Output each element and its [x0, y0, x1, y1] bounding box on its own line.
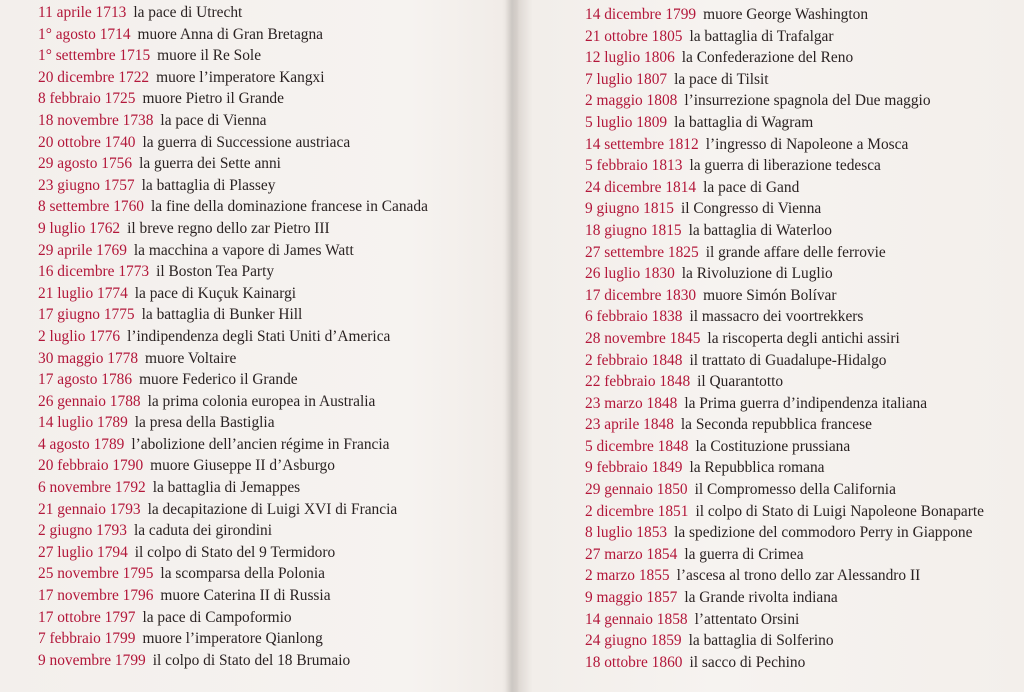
- timeline-entry: [585, 652, 1024, 674]
- entry-date: 8 settembre 1760: [38, 198, 144, 216]
- left-page: [0, 0, 510, 692]
- entry-date: 9 luglio 1762: [38, 219, 121, 237]
- entry-date: 21 luglio 1774: [38, 284, 128, 302]
- entry-date: 21 ottobre 1805: [585, 27, 683, 45]
- entry-event: la pace di Utrecht: [133, 4, 243, 21]
- entry-event: la pace di Campoformio: [142, 608, 292, 626]
- timeline-entry: [585, 306, 1024, 328]
- entry-date: 17 agosto 1786: [38, 371, 133, 389]
- entry-date: 29 agosto 1756: [38, 155, 133, 173]
- entry-date: 12 luglio 1806: [585, 49, 675, 67]
- entry-date: 23 giugno 1757: [38, 176, 135, 194]
- entry-event: muore Caterina II di Russia: [160, 587, 331, 605]
- timeline-list-right: [512, 0, 1024, 673]
- timeline-entry: [38, 326, 510, 348]
- entry-date: 5 luglio 1809: [585, 113, 668, 131]
- timeline-entry: [38, 348, 510, 370]
- timeline-entry: [585, 393, 1024, 415]
- timeline-entry: [38, 477, 510, 499]
- entry-event: la Costituzione prussiana: [695, 437, 851, 455]
- timeline-entry: [38, 24, 510, 46]
- entry-event: la presa della Bastiglia: [134, 414, 275, 432]
- entry-event: il massacro dei voortrekkers: [689, 308, 864, 326]
- timeline-entry: [38, 542, 510, 564]
- timeline-entry: [38, 391, 510, 413]
- entry-date: 14 dicembre 1799: [585, 6, 697, 23]
- entry-event: la caduta dei girondini: [133, 522, 272, 540]
- timeline-entry: [38, 607, 510, 629]
- timeline-entry: [585, 328, 1024, 350]
- entry-event: la battaglia di Wagram: [674, 113, 814, 131]
- timeline-list-left: [0, 0, 510, 671]
- entry-date: 23 aprile 1848: [585, 416, 674, 434]
- entry-event: la spedizione del commodoro Perry in Giappone: [674, 524, 973, 542]
- entry-event: la riscoperta degli antichi assiri: [707, 329, 900, 347]
- entry-event: muore il Re Sole: [157, 47, 262, 65]
- entry-event: la Confederazione del Reno: [681, 49, 854, 67]
- timeline-entry: [38, 218, 510, 240]
- timeline-entry: [38, 261, 510, 283]
- timeline-entry: [585, 479, 1024, 501]
- timeline-entry: [585, 565, 1024, 587]
- entry-date: 20 dicembre 1722: [38, 68, 150, 86]
- timeline-entry: [585, 26, 1024, 48]
- timeline-entry: [585, 47, 1024, 69]
- entry-event: la macchina a vapore di James Watt: [133, 241, 354, 259]
- entry-event: la battaglia di Trafalgar: [689, 27, 834, 45]
- entry-date: 9 maggio 1857: [585, 589, 678, 607]
- entry-date: 4 agosto 1789: [38, 435, 125, 453]
- entry-event: l’ingresso di Napoleone a Mosca: [705, 135, 909, 153]
- entry-event: la guerra di Crimea: [684, 545, 804, 563]
- entry-event: il colpo di Stato di Luigi Napoleone Bonaparte: [695, 502, 984, 520]
- entry-event: il trattato di Guadalupe-Hidalgo: [689, 351, 887, 369]
- entry-date: 2 febbraio 1848: [585, 351, 683, 369]
- entry-date: 16 dicembre 1773: [38, 263, 150, 281]
- timeline-entry: [38, 628, 510, 650]
- right-page: [512, 0, 1024, 692]
- entry-date: 14 luglio 1789: [38, 414, 128, 432]
- timeline-entry: [585, 263, 1024, 285]
- entry-date: 6 febbraio 1838: [585, 308, 683, 326]
- timeline-entry: [585, 371, 1024, 393]
- timeline-entry: [38, 2, 510, 24]
- entry-event: il Quarantotto: [697, 373, 784, 391]
- timeline-entry: [38, 196, 510, 218]
- timeline-entry: [585, 198, 1024, 220]
- timeline-entry: [585, 587, 1024, 609]
- entry-event: la guerra di liberazione tedesca: [689, 157, 881, 175]
- entry-date: 8 luglio 1853: [585, 524, 668, 542]
- timeline-entry: [585, 134, 1024, 156]
- entry-event: la battaglia di Plassey: [141, 176, 276, 194]
- timeline-entry: [585, 155, 1024, 177]
- entry-event: la Rivoluzione di Luglio: [681, 265, 833, 283]
- entry-event: il Compromesso della California: [694, 481, 896, 499]
- entry-event: il colpo di Stato del 9 Termidoro: [134, 543, 336, 561]
- entry-event: il colpo di Stato del 18 Brumaio: [152, 651, 351, 669]
- timeline-entry: [38, 650, 510, 672]
- timeline-entry: [585, 242, 1024, 264]
- entry-event: la guerra di Successione austriaca: [142, 133, 351, 151]
- entry-event: la pace di Gand: [703, 178, 800, 196]
- timeline-entry: [585, 501, 1024, 523]
- timeline-entry: [585, 630, 1024, 652]
- entry-event: il Congresso di Vienna: [680, 200, 822, 218]
- entry-event: l’attentato Orsini: [694, 610, 800, 628]
- timeline-entry: [585, 457, 1024, 479]
- timeline-entry: [585, 4, 1024, 26]
- timeline-entry: [585, 414, 1024, 436]
- entry-date: 17 novembre 1796: [38, 587, 154, 605]
- entry-date: 5 dicembre 1848: [585, 437, 689, 455]
- entry-event: muore Pietro il Grande: [142, 90, 284, 108]
- timeline-entry: [38, 563, 510, 585]
- entry-date: 23 marzo 1848: [585, 394, 678, 412]
- entry-date: 27 luglio 1794: [38, 543, 128, 561]
- entry-event: il breve regno dello zar Pietro III: [127, 219, 330, 237]
- entry-event: l’insurrezione spagnola del Due maggio: [684, 92, 931, 110]
- entry-event: l’indipendenza degli Stati Uniti d’America: [127, 327, 391, 345]
- timeline-entry: [38, 283, 510, 305]
- entry-event: muore Simón Bolívar: [703, 286, 837, 304]
- entry-date: 2 giugno 1793: [38, 522, 127, 540]
- entry-event: il Boston Tea Party: [156, 263, 275, 281]
- entry-event: la fine della dominazione francese in Canada: [151, 198, 428, 216]
- timeline-entry: [38, 110, 510, 132]
- entry-date: 29 gennaio 1850: [585, 481, 688, 499]
- entry-event: la pace di Kuçuk Kainargi: [134, 284, 297, 302]
- entry-event: la scomparsa della Polonia: [160, 565, 325, 583]
- timeline-entry: [585, 544, 1024, 566]
- entry-date: 24 dicembre 1814: [585, 178, 697, 196]
- entry-date: 25 novembre 1795: [38, 565, 154, 583]
- entry-date: 26 luglio 1830: [585, 265, 675, 283]
- timeline-entry: [585, 69, 1024, 91]
- entry-date: 7 luglio 1807: [585, 70, 668, 88]
- entry-date: 17 giugno 1775: [38, 306, 135, 324]
- timeline-entry: [38, 412, 510, 434]
- entry-date: 20 febbraio 1790: [38, 457, 144, 475]
- entry-event: la Prima guerra d’indipendenza italiana: [684, 394, 928, 412]
- entry-date: 14 settembre 1812: [585, 135, 699, 153]
- entry-date: 11 aprile 1713: [38, 4, 127, 21]
- entry-date: 18 ottobre 1860: [585, 653, 683, 671]
- entry-event: la battaglia di Solferino: [688, 632, 834, 650]
- entry-event: la Grande rivolta indiana: [684, 589, 838, 607]
- entry-date: 14 gennaio 1858: [585, 610, 688, 628]
- entry-date: 9 febbraio 1849: [585, 459, 683, 477]
- entry-date: 24 giugno 1859: [585, 632, 682, 650]
- entry-date: 2 luglio 1776: [38, 327, 121, 345]
- entry-event: l’ascesa al trono dello zar Alessandro II: [676, 567, 921, 585]
- entry-date: 2 maggio 1808: [585, 92, 678, 110]
- entry-event: il sacco di Pechino: [689, 653, 806, 671]
- entry-date: 30 maggio 1778: [38, 349, 139, 367]
- entry-event: la decapitazione di Luigi XVI di Francia: [147, 500, 398, 518]
- entry-event: muore l’imperatore Qianlong: [142, 630, 323, 648]
- entry-event: la pace di Vienna: [160, 111, 267, 129]
- entry-date: 27 marzo 1854: [585, 545, 678, 563]
- entry-event: muore l’imperatore Kangxi: [156, 68, 325, 86]
- entry-date: 9 giugno 1815: [585, 200, 674, 218]
- entry-date: 1° settembre 1715: [38, 47, 151, 65]
- timeline-entry: [38, 67, 510, 89]
- entry-event: l’abolizione dell’ancien régime in Francia: [131, 435, 390, 453]
- entry-date: 29 aprile 1769: [38, 241, 127, 259]
- timeline-entry: [38, 455, 510, 477]
- timeline-entry: [38, 88, 510, 110]
- entry-event: la battaglia di Jemappes: [152, 479, 301, 497]
- entry-date: 17 dicembre 1830: [585, 286, 697, 304]
- timeline-entry: [38, 153, 510, 175]
- entry-date: 26 gennaio 1788: [38, 392, 141, 410]
- entry-date: 9 novembre 1799: [38, 651, 146, 669]
- timeline-entry: [585, 350, 1024, 372]
- timeline-entry: [38, 499, 510, 521]
- timeline-entry: [585, 436, 1024, 458]
- timeline-entry: [38, 240, 510, 262]
- entry-date: 2 marzo 1855: [585, 567, 670, 585]
- timeline-entry: [585, 522, 1024, 544]
- timeline-entry: [38, 369, 510, 391]
- entry-event: muore Giuseppe II d’Asburgo: [150, 457, 335, 475]
- entry-event: muore Federico il Grande: [139, 371, 298, 389]
- timeline-entry: [585, 609, 1024, 631]
- timeline-entry: [38, 520, 510, 542]
- entry-date: 18 novembre 1738: [38, 111, 154, 129]
- entry-date: 22 febbraio 1848: [585, 373, 691, 391]
- entry-date: 21 gennaio 1793: [38, 500, 141, 518]
- timeline-entry: [38, 45, 510, 67]
- entry-date: 5 febbraio 1813: [585, 157, 683, 175]
- entry-event: muore George Washington: [703, 6, 869, 23]
- entry-date: 7 febbraio 1799: [38, 630, 136, 648]
- entry-date: 28 novembre 1845: [585, 329, 701, 347]
- timeline-entry: [38, 132, 510, 154]
- entry-event: la Repubblica romana: [689, 459, 825, 477]
- timeline-entry: [585, 90, 1024, 112]
- timeline-entry: [585, 112, 1024, 134]
- timeline-entry: [38, 585, 510, 607]
- entry-date: 17 ottobre 1797: [38, 608, 136, 626]
- entry-event: la battaglia di Waterloo: [688, 221, 832, 239]
- entry-date: 27 settembre 1825: [585, 243, 699, 261]
- timeline-entry: [585, 220, 1024, 242]
- entry-event: la battaglia di Bunker Hill: [141, 306, 303, 324]
- timeline-entry: [585, 285, 1024, 307]
- timeline-entry: [38, 434, 510, 456]
- entry-event: la pace di Tilsit: [674, 70, 769, 88]
- timeline-entry: [38, 175, 510, 197]
- entry-event: la prima colonia europea in Australia: [147, 392, 376, 410]
- entry-event: la Seconda repubblica francese: [680, 416, 872, 434]
- entry-date: 1° agosto 1714: [38, 25, 131, 43]
- entry-date: 2 dicembre 1851: [585, 502, 689, 520]
- entry-event: muore Anna di Gran Bretagna: [137, 25, 323, 43]
- entry-date: 18 giugno 1815: [585, 221, 682, 239]
- timeline-entry: [585, 177, 1024, 199]
- timeline-entry: [38, 304, 510, 326]
- entry-date: 6 novembre 1792: [38, 479, 146, 497]
- entry-event: il grande affare delle ferrovie: [705, 243, 886, 261]
- entry-date: 20 ottobre 1740: [38, 133, 136, 151]
- entry-date: 8 febbraio 1725: [38, 90, 136, 108]
- entry-event: la guerra dei Sette anni: [139, 155, 281, 173]
- entry-event: muore Voltaire: [145, 349, 237, 367]
